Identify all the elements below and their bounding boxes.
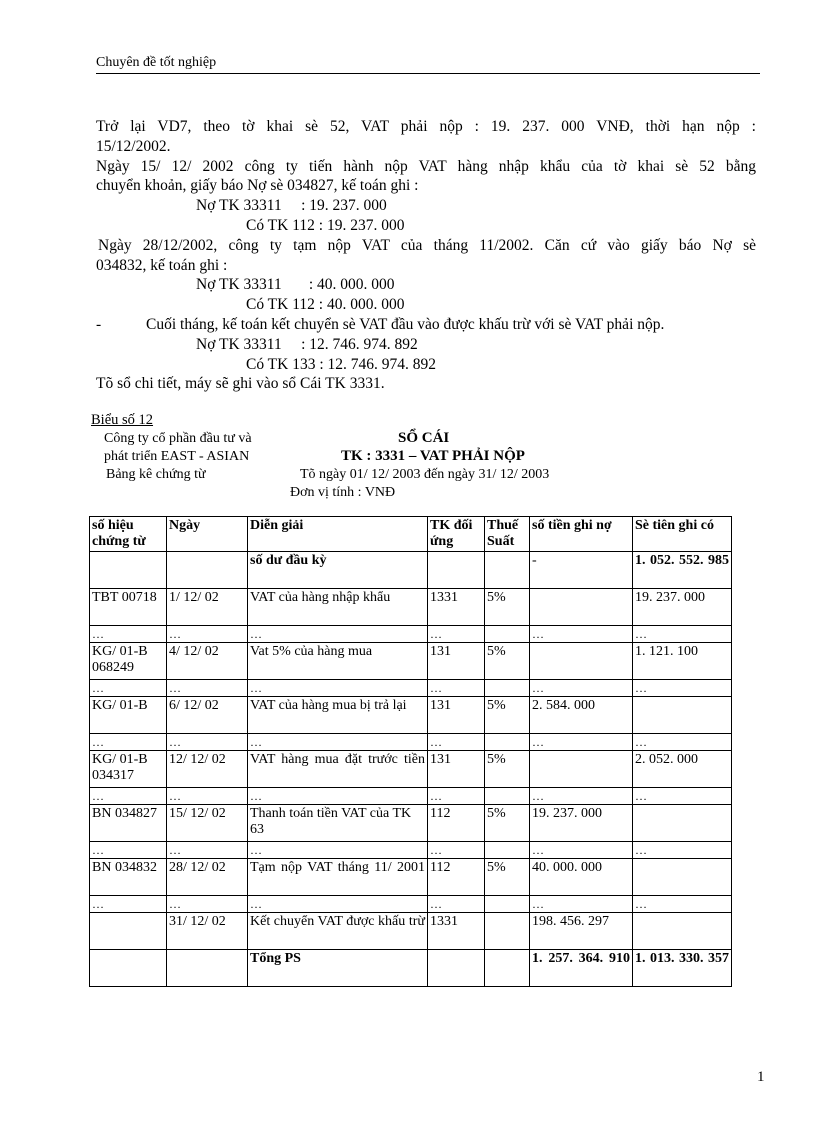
opening-debit: -: [530, 552, 633, 589]
table-row: BN 034832 28/ 12/ 02 Tạm nộp VAT tháng 11/ 2001 112 5% 40. 000. 000: [90, 859, 732, 896]
closing-transfer-row: 31/ 12/ 02 Kết chuyển VAT được khấu trừ 1331 198. 456. 297: [90, 913, 732, 950]
paragraph-4: [96, 315, 756, 335]
page-number: 1: [757, 1069, 765, 1085]
ellipsis-row: … … … … … …: [90, 896, 732, 913]
page-header: Chuyên đề tốt nghiệp: [96, 55, 760, 74]
body-text: [96, 117, 756, 394]
table-row: KG/ 01-B 034317 12/ 12/ 02 VAT hàng mua đặt trước tiền 131 5% 2. 052. 000: [90, 751, 732, 788]
paragraph-3-cont: 034832, kế toán ghi :: [96, 256, 228, 274]
total-label: Tổng PS: [248, 950, 428, 987]
ellipsis-row: … … … … … …: [90, 788, 732, 805]
opening-balance-row: [90, 552, 732, 589]
header-account: TK đối ứng: [428, 517, 485, 552]
total-debit: 1. 257. 364. 910: [530, 950, 633, 987]
header-credit: Sè tiên ghi có: [633, 517, 732, 552]
paragraph-3: Ngày 28/12/2002, công ty tạm nộp VAT của tháng 11/2002. Căn cứ vào giấy báo Nợ sè: [98, 236, 756, 254]
voucher-list-label: Bảng kê chứng từ: [106, 467, 206, 482]
company-name-line-2: phát triển EAST - ASIAN: [104, 449, 250, 464]
header-description: Diễn giải: [248, 517, 428, 552]
table-row: KG/ 01-B 068249 4/ 12/ 02 Vat 5% của hàng mua 131 5% 1. 121. 100: [90, 643, 732, 680]
currency-unit: Đơn vị tính : VNĐ: [290, 485, 396, 500]
paragraph-4-text: Cuối tháng, kế toán kết chuyển sè VAT đầu vào được khấu trừ với sè VAT phải nộp.: [146, 315, 665, 333]
form-number: Biểu số 12: [91, 412, 154, 428]
entry-credit-3: Có TK 133 : 12. 746. 974. 892: [246, 355, 437, 373]
entry-debit-3: Nợ TK 33311 : 12. 746. 974. 892: [196, 335, 418, 353]
bullet-dash: -: [96, 315, 102, 333]
entry-debit-1: Nợ TK 33311 : 19. 237. 000: [196, 197, 387, 215]
header-tax-rate: Thuế Suất: [485, 517, 530, 552]
table-row: TBT 00718 1/ 12/ 02 VAT của hàng nhập khẩu 1331 5% 19. 237. 000: [90, 589, 732, 626]
entry-credit-1: Có TK 112 : 19. 237. 000: [246, 216, 405, 234]
total-credit: 1. 013. 330. 357: [633, 950, 732, 987]
opening-credit: 1. 052. 552. 985: [633, 552, 732, 589]
ellipsis-row: … … … … … …: [90, 626, 732, 643]
table-header-row: [90, 517, 732, 552]
ellipsis-row: … … … … … …: [90, 680, 732, 697]
date-range: Tõ ngày 01/ 12/ 2003 đến ngày 31/ 12/ 2003: [300, 467, 550, 482]
table-row: BN 034827 15/ 12/ 02 Thanh toán tiền VAT của TK 63 112 5% 19. 237. 000: [90, 805, 732, 842]
paragraph-1: Trở lại VD7, theo tờ khai sè 52, VAT phải nộp : 19. 237. 000 VNĐ, thời hạn nộp :: [96, 118, 756, 135]
ledger-account-title: TK : 3331 – VAT PHẢI NỘP: [341, 448, 525, 464]
header-voucher: số hiệu chứng từ: [90, 517, 167, 552]
total-row: [90, 950, 732, 987]
entry-credit-2: Có TK 112 : 40. 000. 000: [246, 296, 405, 314]
paragraph-5: Tõ sổ chi tiết, máy sẽ ghi vào sổ Cái TK 3331.: [96, 375, 385, 393]
paragraph-1-cont: 15/12/2002.: [96, 137, 171, 155]
paragraph-2-cont: chuyển khoản, giấy báo Nợ sè 034827, kế toán ghi :: [96, 177, 419, 195]
opening-label: số dư đầu kỳ: [248, 552, 428, 589]
header-debit: số tiền ghi nợ: [530, 517, 633, 552]
entry-debit-2: Nợ TK 33311 : 40. 000. 000: [196, 276, 395, 294]
header-date: Ngày: [167, 517, 248, 552]
ledger-table: [89, 516, 732, 987]
company-name-line-1: Công ty cổ phần đầu tư và: [104, 431, 252, 446]
ellipsis-row: … … … … … …: [90, 842, 732, 859]
table-row: KG/ 01-B 6/ 12/ 02 VAT của hàng mua bị trả lại 131 5% 2. 584. 000: [90, 697, 732, 734]
ledger-title: SỔ CÁI: [398, 430, 450, 446]
ellipsis-row: … … … … … …: [90, 734, 732, 751]
paragraph-2: Ngày 15/ 12/ 2002 công ty tiến hành nộp VAT hàng nhập khẩu của tờ khai sè 52 bằng: [96, 157, 756, 175]
